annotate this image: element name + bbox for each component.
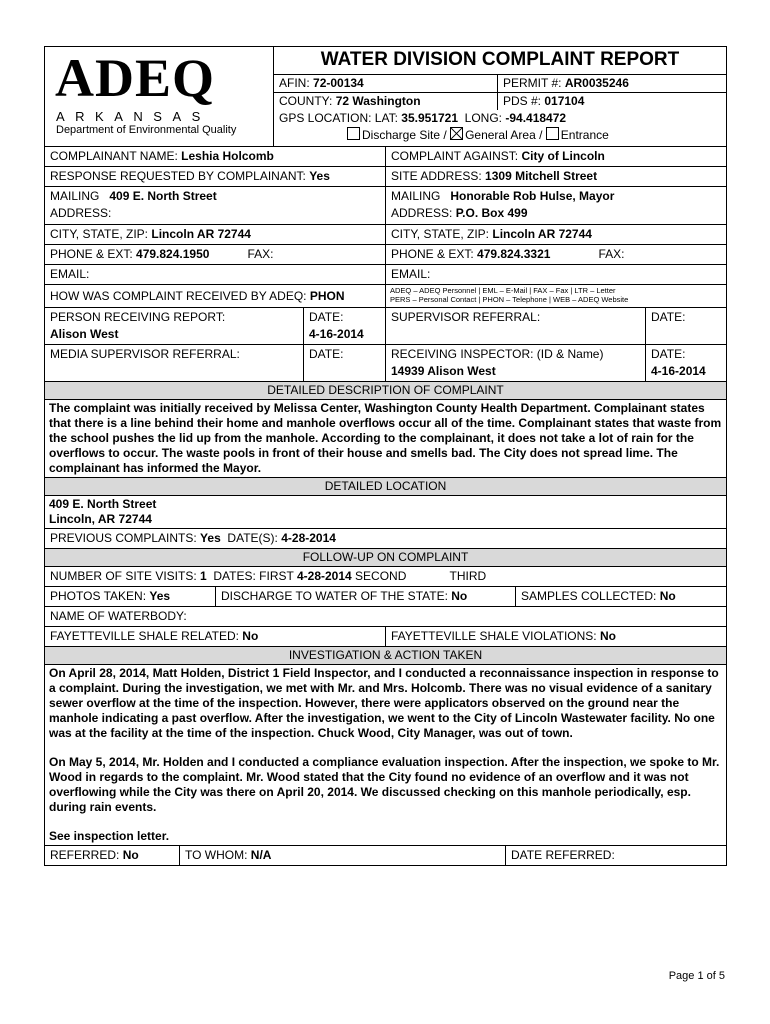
complaint-description: The complaint was initially received by Melissa Center, Washington County Health Department. Complainant states that there is a line behind their home and manhole overflows occur all of the time. Complainant states that waste from the school pushes the lid up from the manhole. According to the complainant, it does not take a lot of rain for the overflows to occur. The waste pools in front of their house and smells bad. The City does not spread lime. The complainant has informed the Mayor. xyxy=(45,399,726,477)
page-number: Page 1 of 5 xyxy=(668,970,725,982)
against-email: EMAIL: xyxy=(385,265,726,284)
location-heading: DETAILED LOCATION xyxy=(45,477,726,495)
referred-to-whom: TO WHOM: N/A xyxy=(179,846,505,865)
gps-location: GPS LOCATION: LAT: 35.951721 LONG: -94.418472 xyxy=(279,111,567,125)
site-type-options: Discharge Site / General Area / Entrance xyxy=(274,127,726,144)
county-field: COUNTY: 72 Washington xyxy=(274,93,498,110)
complaint-against: COMPLAINT AGAINST: City of Lincoln xyxy=(385,147,726,166)
logo-department: Department of Environmental Quality xyxy=(56,124,237,136)
discharge-to-water: DISCHARGE TO WATER OF THE STATE: No xyxy=(215,587,515,606)
site-address: SITE ADDRESS: 1309 Mitchell Street xyxy=(385,167,726,186)
supervisor-referral: SUPERVISOR REFERRAL: xyxy=(385,308,645,344)
samples-collected: SAMPLES COLLECTED: No xyxy=(515,587,726,606)
investigation-paragraph: On April 28, 2014, Matt Holden, District 1 Field Inspector, and I conducted a reconnaissance inspection in response to a complaint. During the investigation, we met with Mr. and Mrs. Holcomb. There was no visual evidence of a sanitary sewer overflow at the time of the inspection. However, there were applicators observed on the ground near the manhole indicating a past overflow. After the investigation, we went to the City of Lincoln Wastewater facility. No one was at the facility at the time of the inspection. Chuck Wood, City Manager, was out of town. xyxy=(49,666,719,740)
afin-field: AFIN: 72-00134 xyxy=(274,75,498,92)
pds-field: PDS #: 017104 xyxy=(503,94,585,108)
investigation-paragraph: On May 5, 2014, Mr. Holden and I conducted a compliance evaluation inspection. After the inspection, we spoke to Mr. Wood in regards to the complaint. Mr. Wood stated that the City found no evidence of an overflow and it was not overflowing while the City was there on April 20, 2014. We discussed checking on this manhole periodically, esp. during rain events. xyxy=(49,755,720,814)
report-header xyxy=(45,47,726,146)
person-receiving: PERSON RECEIVING REPORT: Alison West xyxy=(50,310,226,341)
header-info xyxy=(274,47,726,146)
site-visits: NUMBER OF SITE VISITS: 1 DATES: FIRST 4-28-2014 SECOND THIRD xyxy=(50,569,487,583)
complainant-phone: PHONE & EXT: 479.824.1950 FAX: xyxy=(50,247,274,261)
inspector-date: DATE: 4-16-2014 xyxy=(645,345,726,381)
received-method-legend: ADEQ – ADEQ Personnel | EML – E-Mail | FAX – Fax | LTR – Letter PERS – Personal Contact | PHON – Telephone | WEB – ADEQ Website xyxy=(385,285,726,307)
complainant-mailing-address: MAILING 409 E. North Street ADDRESS: xyxy=(50,189,217,220)
followup-heading: FOLLOW-UP ON COMPLAINT xyxy=(45,548,726,566)
shale-related: FAYETTEVILLE SHALE RELATED: No xyxy=(50,629,259,643)
complainant-email: EMAIL: xyxy=(50,267,90,281)
supervisor-referral-date: DATE: xyxy=(645,308,726,344)
receiving-inspector: RECEIVING INSPECTOR: (ID & Name) 14939 Alison West xyxy=(385,345,645,381)
investigation-text xyxy=(45,664,726,845)
complainant-name: COMPLAINANT NAME: Leshia Holcomb xyxy=(50,149,274,163)
logo-wordmark: ADEQ xyxy=(55,48,216,108)
complaint-report-form xyxy=(44,46,727,866)
investigation-heading: INVESTIGATION & ACTION TAKEN xyxy=(45,646,726,664)
photos-taken: PHOTOS TAKEN: Yes xyxy=(50,589,171,603)
media-supervisor-referral: MEDIA SUPERVISOR REFERRAL: xyxy=(50,347,240,361)
against-city: CITY, STATE, ZIP: Lincoln AR 72744 xyxy=(385,225,726,244)
entrance-label: Entrance xyxy=(560,128,609,142)
general-area-label: General Area xyxy=(465,128,536,142)
media-referral-date: DATE: xyxy=(303,345,385,381)
how-received: HOW WAS COMPLAINT RECEIVED BY ADEQ: PHON xyxy=(50,289,345,303)
description-heading: DETAILED DESCRIPTION OF COMPLAINT xyxy=(45,381,726,399)
investigation-paragraph: See inspection letter. xyxy=(49,829,170,843)
discharge-site-checkbox[interactable] xyxy=(347,127,360,140)
referred: REFERRED: No xyxy=(50,848,139,862)
date-referred: DATE REFERRED: xyxy=(505,846,726,865)
logo-state: ARKANSAS xyxy=(56,109,211,124)
received-date: DATE: 4-16-2014 xyxy=(303,308,385,344)
entrance-checkbox[interactable] xyxy=(546,127,559,140)
against-phone: PHONE & EXT: 479.824.3321 FAX: xyxy=(385,245,726,264)
permit-field: PERMIT #: AR0035246 xyxy=(503,76,629,90)
adeq-logo xyxy=(45,47,274,146)
detailed-location: 409 E. North Street Lincoln, AR 72744 xyxy=(45,495,726,528)
general-area-checkbox[interactable] xyxy=(450,127,463,140)
complainant-city: CITY, STATE, ZIP: Lincoln AR 72744 xyxy=(50,227,251,241)
shale-violations: FAYETTEVILLE SHALE VIOLATIONS: No xyxy=(385,627,726,646)
against-mailing-address: MAILING Honorable Rob Hulse, Mayor ADDRESS: P.O. Box 499 xyxy=(385,187,726,224)
previous-complaints: PREVIOUS COMPLAINTS: Yes DATE(S): 4-28-2014 xyxy=(50,531,336,545)
response-requested: RESPONSE REQUESTED BY COMPLAINANT: Yes xyxy=(50,169,330,183)
report-title: WATER DIVISION COMPLAINT REPORT xyxy=(274,47,726,75)
waterbody-name: NAME OF WATERBODY: xyxy=(50,609,187,623)
discharge-site-label: Discharge Site xyxy=(362,128,441,142)
